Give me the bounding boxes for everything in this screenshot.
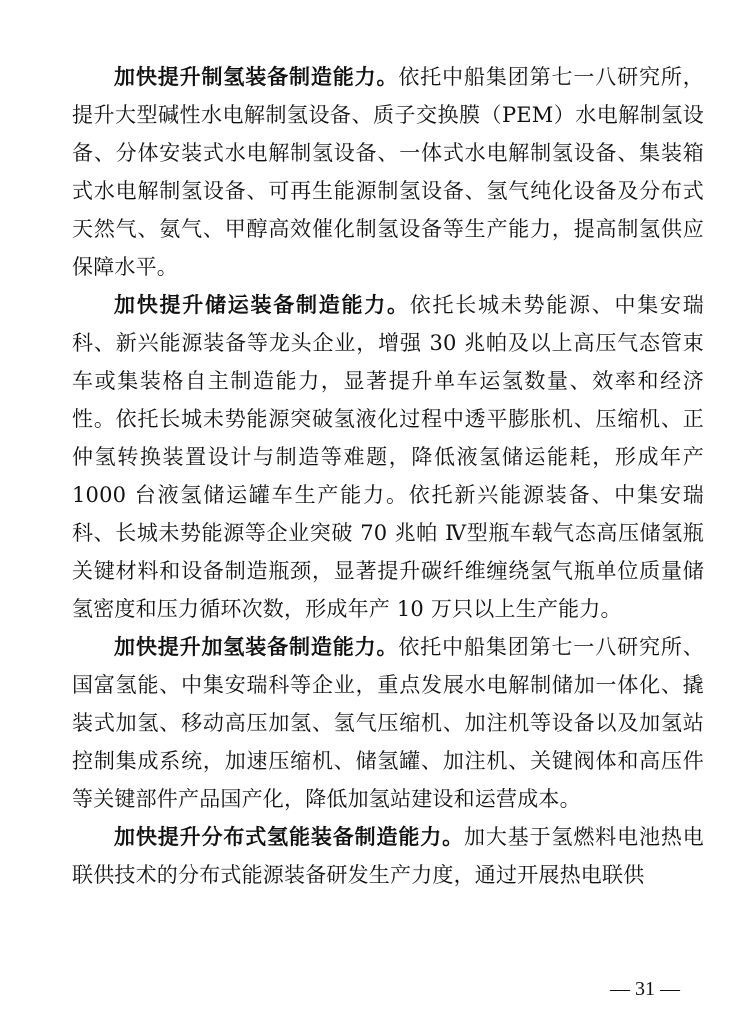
paragraph-heading: 加快提升分布式氢能装备制造能力。	[114, 824, 465, 849]
paragraph-distributed-energy	[72, 818, 704, 894]
paragraph-refueling	[72, 628, 704, 818]
paragraph-text: 依托长城未势能源、中集安瑞科、新兴能源装备等龙头企业，增强 30 兆帕及以上高压气态管束车或集装格自主制造能力，显著提升单车运氢数量、效率和经济性。依托长城未势能源突破氢液化过程中透平膨胀机、压缩机、正仲氢转换装置设计与制造等难题，降低液氢储运能耗，形成年产 1000 台液氢储运罐车生产能力。依托新兴能源装备、中集安瑞科、长城未势能源等企业突破 70 兆帕 Ⅳ型瓶车载气态高压储氢瓶关键材料和设备制造瓶颈，显著提升碳纤维缠绕氢气瓶单位质量储氢密度和压力循环次数，形成年产 10 万只以上生产能力。	[72, 293, 704, 621]
paragraph-hydrogen-production	[72, 58, 704, 286]
paragraph-text: 依托中船集团第七一八研究所，提升大型碱性水电解制氢设备、质子交换膜（PEM）水电解制氢设备、分体安装式水电解制氢设备、一体式水电解制氢设备、集装箱式水电解制氢设备、可再生能源制氢设备、氢气纯化设备及分布式天然气、氨气、甲醇高效催化制氢设备等生产能力，提高制氢供应保障水平。	[72, 65, 704, 279]
paragraph-heading: 加快提升储运装备制造能力。	[114, 292, 410, 317]
paragraph-text: 依托中船集团第七一八研究所、国富氢能、中集安瑞科等企业，重点发展水电解制储加一体化、撬装式加氢、移动高压加氢、氢气压缩机、加注机等设备以及加氢站控制集成系统，加速压缩机、储氢罐、加注机、关键阀体和高压件等关键部件产品国产化，降低加氢站建设和运营成本。	[72, 635, 704, 811]
paragraph-heading: 加快提升制氢装备制造能力。	[114, 64, 399, 89]
paragraph-text: 加大基于氢燃料电池热电联供技术的分布式能源装备研发生产力度，通过开展热电联供	[72, 825, 704, 887]
paragraph-heading: 加快提升加氢装备制造能力。	[114, 634, 399, 659]
paragraph-storage-transport	[72, 286, 704, 628]
document-body	[72, 58, 704, 894]
page-number: — 31 —	[610, 978, 680, 1000]
